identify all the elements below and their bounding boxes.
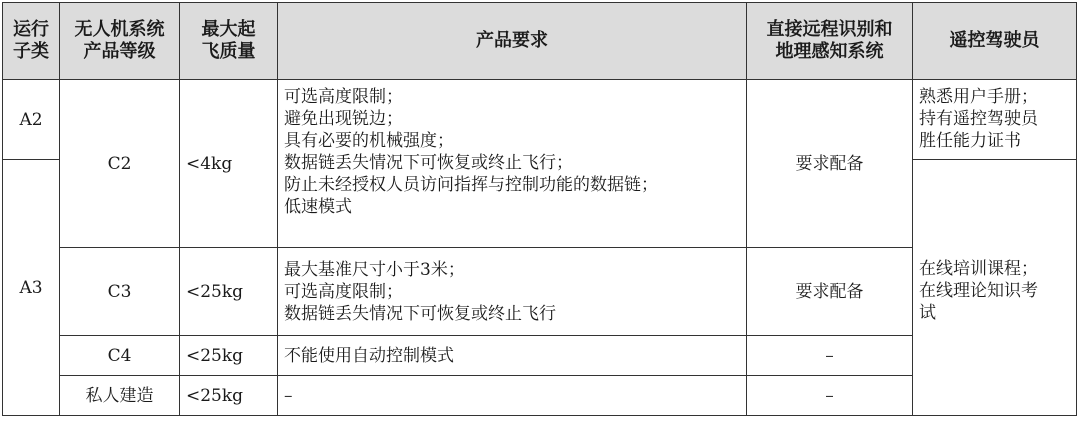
header-remote-pilot: 遥控驾驶员 (913, 3, 1077, 80)
mass-c4: <25kg (180, 336, 278, 376)
uas-classification-table (2, 2, 1077, 416)
product-class-private-build: 私人建造 (60, 376, 180, 416)
requirements-private-build: – (278, 376, 747, 416)
product-class-c3: C3 (60, 248, 180, 336)
pilot-requirements-a2: 熟悉用户手册； 持有遥控驾驶员 胜任能力证书 (913, 80, 1077, 160)
product-class-c4: C4 (60, 336, 180, 376)
op-subcategory-a3: A3 (3, 160, 60, 416)
requirements-c4: 不能使用自动控制模式 (278, 336, 747, 376)
product-class-c2: C2 (60, 80, 180, 248)
header-product-requirements: 产品要求 (278, 3, 747, 80)
header-remote-id-geo-awareness: 直接远程识别和 地理感知系统 (747, 3, 913, 80)
requirements-c2: 可选高度限制； 避免出现锐边； 具有必要的机械强度； 数据链丢失情况下可恢复或终止飞行； 防止未经授权人员访问指挥与控制功能的数据链； 低速模式 (278, 80, 747, 248)
mass-c3: <25kg (180, 248, 278, 336)
remote-id-c4: – (747, 336, 913, 376)
remote-id-c2: 要求配备 (747, 80, 913, 248)
table-row-c2-top (3, 80, 1077, 160)
mass-c2: <4kg (180, 80, 278, 248)
header-operation-subcategory: 运行 子类 (3, 3, 60, 80)
op-subcategory-a2: A2 (3, 80, 60, 160)
header-row (3, 3, 1077, 80)
pilot-requirements-a3: 在线培训课程； 在线理论知识考 试 (913, 160, 1077, 416)
remote-id-private-build: – (747, 376, 913, 416)
header-product-class: 无人机系统 产品等级 (60, 3, 180, 80)
remote-id-c3: 要求配备 (747, 248, 913, 336)
requirements-c3: 最大基准尺寸小于3米； 可选高度限制； 数据链丢失情况下可恢复或终止飞行 (278, 248, 747, 336)
mass-private-build: <25kg (180, 376, 278, 416)
header-max-takeoff-mass: 最大起 飞质量 (180, 3, 278, 80)
